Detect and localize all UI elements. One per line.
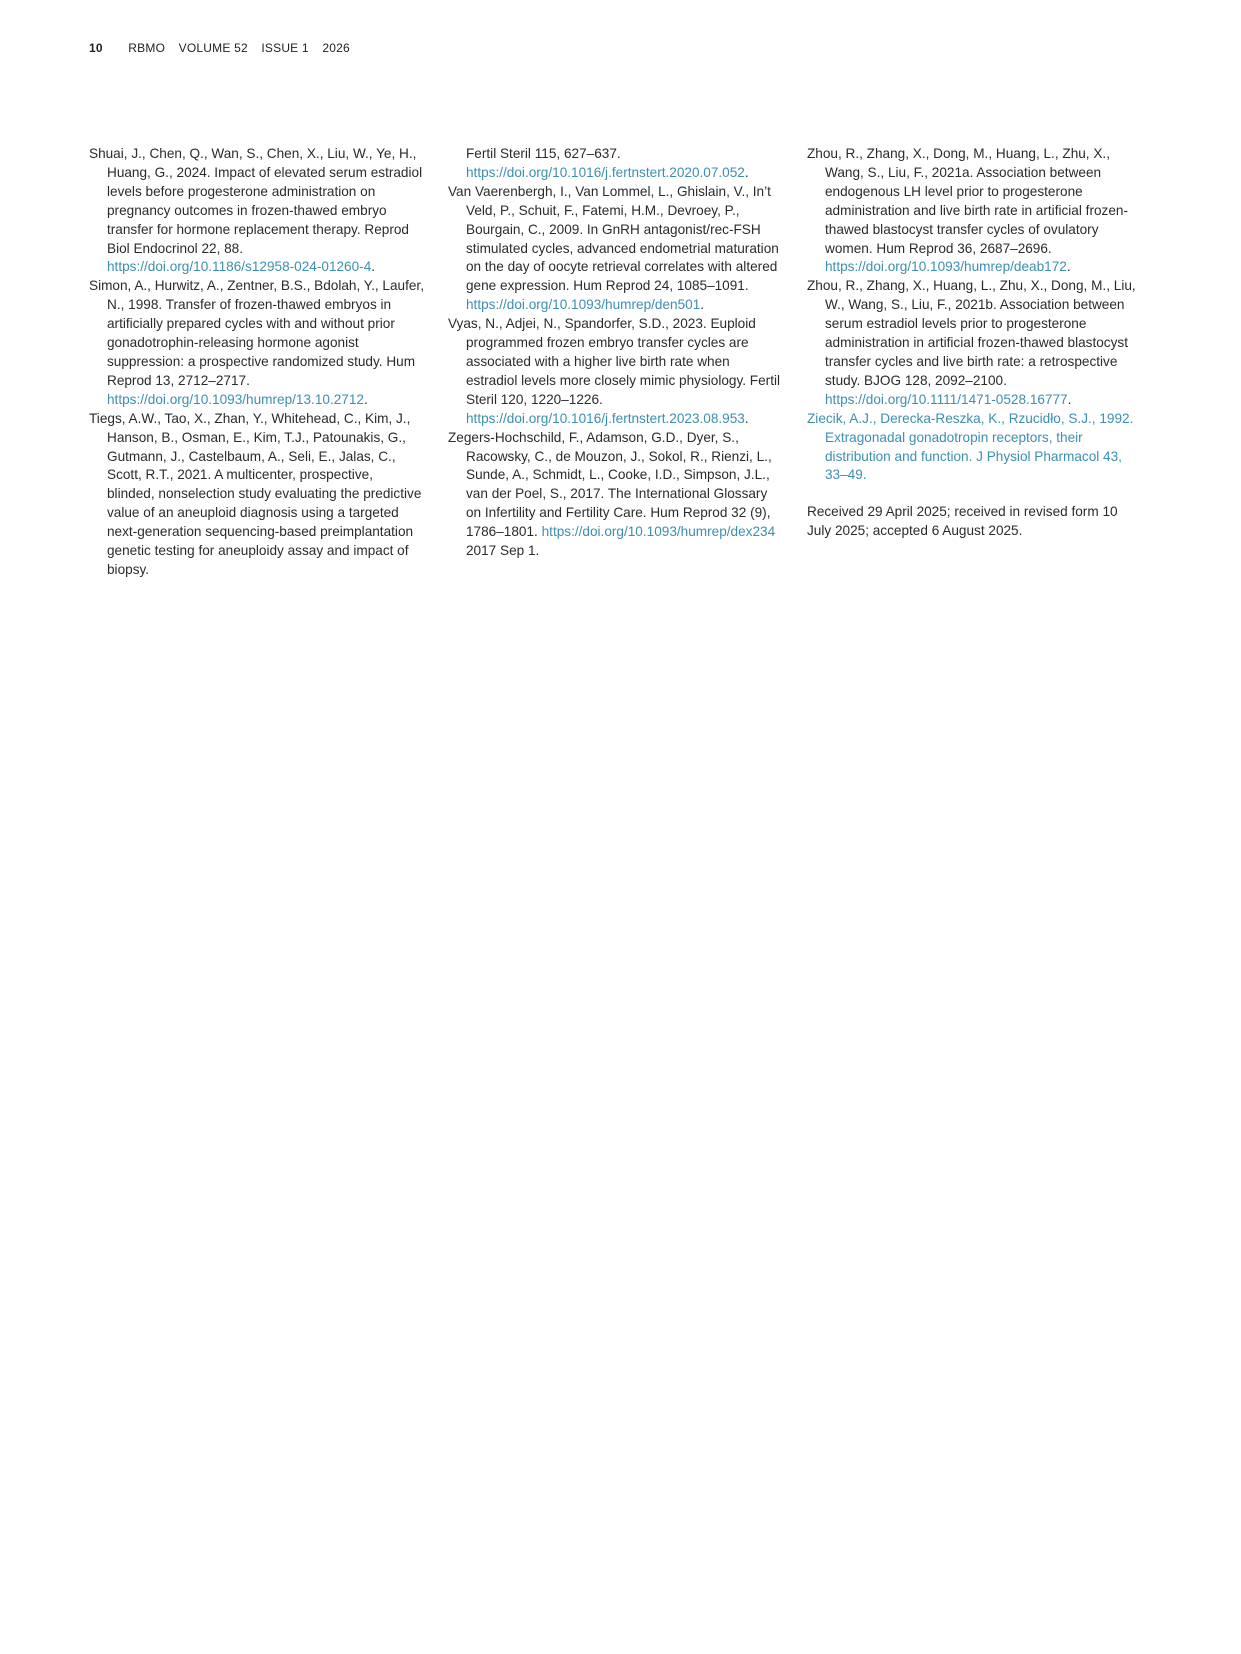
reference-tail: .: [1066, 259, 1071, 275]
doi-link[interactable]: https://doi.org/10.1093/humrep/deab172: [825, 259, 1067, 275]
doi-link[interactable]: https://doi.org/10.1186/s12958-024-01260-4: [107, 259, 372, 275]
reference-text: Zhou, R., Zhang, X., Huang, L., Zhu, X., Dong, M., Liu, W., Wang, S., Liu, F., 2021b. Association between serum estradiol levels prior to progesterone administration in artificial frozen-thawed blastocyst transfer cycles and live birth rate: a retrospective study. BJOG 128, 2092–2100.: [807, 278, 1136, 388]
doi-link[interactable]: https://doi.org/10.1093/humrep/13.10.2712: [107, 391, 364, 407]
reference-tail: .: [744, 410, 749, 426]
journal-issue: ISSUE 1: [261, 41, 309, 55]
reference-tail: .: [363, 391, 368, 407]
reference-column-2: [448, 145, 783, 561]
reference-van-vaerenbergh-2009: [448, 183, 783, 315]
reference-column-1: [89, 145, 424, 580]
doi-link[interactable]: https://doi.org/10.1016/j.fertnstert.2020.07.052: [466, 164, 745, 180]
reference-ziecik-1992[interactable]: [807, 410, 1142, 486]
reference-text: Zegers-Hochschild, F., Adamson, G.D., Dyer, S., Racowsky, C., de Mouzon, J., Sokol, R., Rienzi, L., Sunde, A., Schmidt, L., Cooke, I.D., Simpson, J.L., van der Poel, S., 2017. The International Glossary on Infertility and Fertility Care. Hum Reprod 32 (9), 1786–1801.: [448, 429, 772, 540]
reference-text: Fertil Steril 115, 627–637.: [466, 146, 621, 161]
doi-link[interactable]: https://doi.org/10.1093/humrep/dex234: [541, 524, 776, 540]
doi-link[interactable]: https://doi.org/10.1016/j.fertnstert.2023.08.953: [466, 410, 745, 426]
reference-tiegs-2021-continuation: [448, 145, 783, 183]
reference-text: Tiegs, A.W., Tao, X., Zhan, Y., Whitehead, C., Kim, J., Hanson, B., Osman, E., Kim, T.J., Patounakis, G., Gutmann, J., Castelbaum, A., Seli, E., Jalas, C., Scott, R.T., 2021. A multicenter, prospective, blinded, nonselection study evaluating the predictive value of an aneuploid diagnosis using a targeted next-generation sequencing-based preimplantation genetic testing for aneuploidy assay and impact of biopsy.: [89, 410, 422, 577]
reference-text: Van Vaerenbergh, I., Van Lommel, L., Ghislain, V., In’t Veld, P., Schuit, F., Fatemi, H.M., Devroey, P., Bourgain, C., 2009. In GnRH antagonist/rec-FSH stimulated cycles, advanced endometrial maturation on the day of oocyte retrieval correlates with altered gene expression. Hum Reprod 24, 1085–1091.: [448, 183, 779, 294]
journal-name: RBMO: [128, 41, 166, 55]
journal-year: 2026: [322, 41, 350, 55]
article-dates: Received 29 April 2025; received in revised form 10 July 2025; accepted 6 August 2025.: [807, 504, 1118, 539]
reference-text: Zhou, R., Zhang, X., Dong, M., Huang, L., Zhu, X., Wang, S., Liu, F., 2021a. Association between endogenous LH level prior to progesterone administration and live birth rate in artificial frozen-thawed blastocyst transfer cycles of ovulatory women. Hum Reprod 36, 2687–2696.: [807, 146, 1128, 256]
reference-zegers-hochschild-2017: [448, 429, 783, 561]
reference-tail: .: [744, 164, 749, 180]
journal-volume: VOLUME 52: [178, 41, 248, 55]
reference-zhou-2021a: [807, 145, 1142, 277]
reference-column-3: [807, 145, 1142, 555]
reference-tail: .: [1067, 391, 1072, 407]
reference-tail: .: [371, 259, 376, 275]
reference-shuai-2024: [89, 145, 424, 277]
reference-vyas-2023: [448, 315, 783, 428]
reference-link[interactable]: Ziecik, A.J., Derecka-Reszka, K., Rzucidło, S.J., 1992. Extragonadal gonadotropin receptors, their distribution and function. J Physiol Pharmacol 43, 33–49.: [807, 410, 1134, 483]
reference-tail: 2017 Sep 1.: [466, 543, 540, 559]
reference-text: Shuai, J., Chen, Q., Wan, S., Chen, X., Liu, W., Ye, H., Huang, G., 2024. Impact of elevated serum estradiol levels before progesterone administration on pregnancy outcomes in frozen-thawed embryo transfer for hormone replacement therapy. Reprod Biol Endocrinol 22, 88.: [89, 146, 423, 256]
page-number: 10: [89, 41, 103, 55]
reference-text: Simon, A., Hurwitz, A., Zentner, B.S., Bdolah, Y., Laufer, N., 1998. Transfer of frozen-thawed embryos in artificially prepared cycles with and without prior gonadotrophin-releasing hormone agonist suppression: a prospective randomized study. Hum Reprod 13, 2712–2717.: [89, 278, 424, 388]
reference-tiegs-2021: [89, 410, 424, 580]
doi-link[interactable]: https://doi.org/10.1111/1471-0528.16777: [825, 391, 1068, 407]
reference-tail: .: [700, 297, 705, 313]
reference-text: Vyas, N., Adjei, N., Spandorfer, S.D., 2023. Euploid programmed frozen embryo transfer cycles are associated with a higher live birth rate when estradiol levels more closely mimic physiology. Fertil Steril 120, 1220–1226.: [448, 316, 781, 407]
reference-zhou-2021b: [807, 277, 1142, 409]
doi-link[interactable]: https://doi.org/10.1093/humrep/den501: [466, 297, 701, 313]
running-header: [89, 41, 360, 55]
reference-simon-1998: [89, 277, 424, 409]
